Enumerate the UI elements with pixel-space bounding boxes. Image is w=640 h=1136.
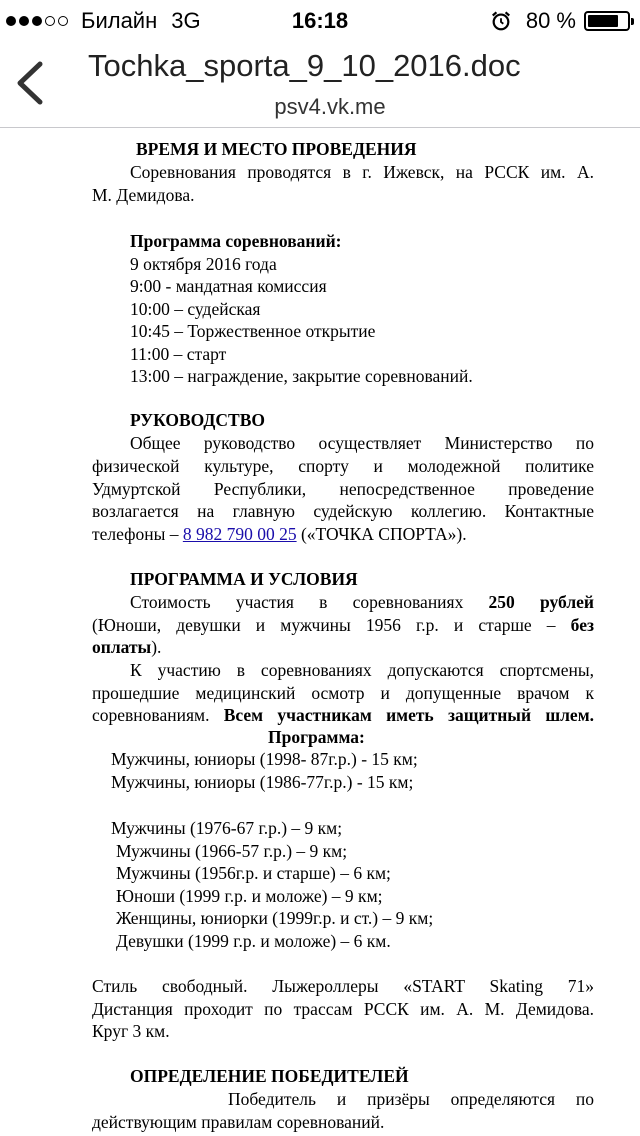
document-title: Tochka_sporta_9_10_2016.doc	[88, 48, 521, 83]
program-item: 9 октября 2016 года	[130, 254, 277, 274]
fee-text: Стоимость участия в соревнованиях	[130, 592, 489, 612]
phone-link[interactable]: 8 982 790 00 25	[182, 524, 297, 544]
distance-item: Мужчины (1966-57 г.р.) – 9 км;	[116, 841, 348, 861]
alarm-clock-icon	[490, 10, 512, 32]
fee-exemption-text: (Юноши, девушки и мужчины 1956 г.р. и старше –	[92, 615, 571, 635]
fee-free-word: без	[570, 615, 594, 635]
management-heading: РУКОВОДСТВО	[130, 410, 266, 430]
admission-line-2: прошедшие медицинский осмотр и допущенные врачом к	[92, 683, 594, 703]
program-item: 10:45 – Торжественное открытие	[130, 321, 376, 341]
battery-level-fill	[588, 15, 618, 27]
program-item: 13:00 – награждение, закрытие соревнований.	[130, 366, 473, 386]
conditions-heading: ПРОГРАММА И УСЛОВИЯ	[130, 569, 358, 589]
management-text-line-1: Общее руководство осуществляет Министерство по	[130, 433, 594, 453]
admission-line-3	[92, 704, 594, 727]
status-right	[490, 8, 630, 34]
venue-text-line-1: Соревнования проводятся в г. Ижевск, на РССК им. А.	[130, 162, 594, 182]
network-type: 3G	[171, 8, 201, 33]
fee-amount: 250 рублей	[488, 592, 594, 612]
fee-line-2	[92, 614, 594, 637]
distance-item: Юноши (1999 г.р. и моложе) – 9 км;	[116, 886, 383, 906]
admission-text: соревнованиям.	[92, 705, 224, 725]
style-line-2: Дистанция проходит по трассам РССК им. А. М. Демидова.	[92, 999, 594, 1019]
contacts-org: («ТОЧКА СПОРТА»).	[296, 524, 467, 544]
distance-item: Мужчины (1956г.р. и старше) – 6 км;	[116, 863, 391, 883]
fee-line-3	[92, 636, 161, 659]
distance-item: Девушки (1999 г.р. и моложе) – 6 км.	[116, 931, 391, 951]
battery-tip	[631, 18, 634, 25]
program-item: 10:00 – судейская	[130, 299, 261, 319]
distances-heading: Программа:	[268, 727, 365, 747]
helmet-requirement: Всем участникам иметь защитный шлем.	[223, 705, 594, 725]
program-heading: Программа соревнований:	[130, 231, 342, 251]
winners-line-2: действующим правилам соревнований.	[92, 1112, 385, 1132]
program-item: 11:00 – старт	[130, 344, 227, 364]
status-time: 16:18	[291, 8, 349, 33]
management-text-line-3: Удмуртской Республики, непосредственное проведение	[92, 479, 594, 499]
fee-line-1	[130, 591, 594, 614]
management-text-line-2: физической культуре, спорту и молодежной политике	[92, 456, 594, 476]
winners-line-1: Победитель и призёры определяются по	[228, 1089, 594, 1109]
carrier-name: Билайн	[81, 8, 158, 33]
program-item: 9:00 - мандатная комиссия	[130, 276, 327, 296]
battery-icon	[584, 11, 630, 31]
style-line-3: Круг 3 км.	[92, 1021, 170, 1041]
style-line-1: Стиль свободный. Лыжероллеры «START Skating 71»	[92, 976, 594, 996]
management-text-line-4: возлагается на главную судейскую коллегию. Контактные	[92, 501, 594, 521]
distance-item: Мужчины, юниоры (1986-77г.р.) - 15 км;	[111, 772, 414, 792]
admission-line-1: К участию в соревнованиях допускаются спортсмены,	[130, 660, 594, 680]
status-bar	[0, 0, 640, 40]
distance-item: Женщины, юниорки (1999г.р. и ст.) – 9 км;	[116, 908, 434, 928]
distance-item: Мужчины (1976-67 г.р.) – 9 км;	[111, 818, 343, 838]
fee-close: ).	[151, 637, 162, 657]
venue-text-line-2: М. Демидова.	[92, 185, 195, 205]
venue-heading: ВРЕМЯ И МЕСТО ПРОВЕДЕНИЯ	[136, 139, 417, 159]
navigation-bar	[0, 40, 640, 128]
fee-free-word-2: оплаты	[92, 637, 152, 657]
winners-heading: ОПРЕДЕЛЕНИЕ ПОБЕДИТЕЛЕЙ	[130, 1066, 409, 1086]
battery-percentage: 80 %	[525, 8, 576, 33]
document-source-domain: psv4.vk.me	[274, 94, 386, 119]
contacts-label: телефоны –	[92, 524, 183, 544]
management-text-line-5	[92, 523, 467, 546]
document-body	[0, 128, 640, 1136]
distance-item: Мужчины, юниоры (1998- 87г.р.) - 15 км;	[111, 749, 418, 769]
